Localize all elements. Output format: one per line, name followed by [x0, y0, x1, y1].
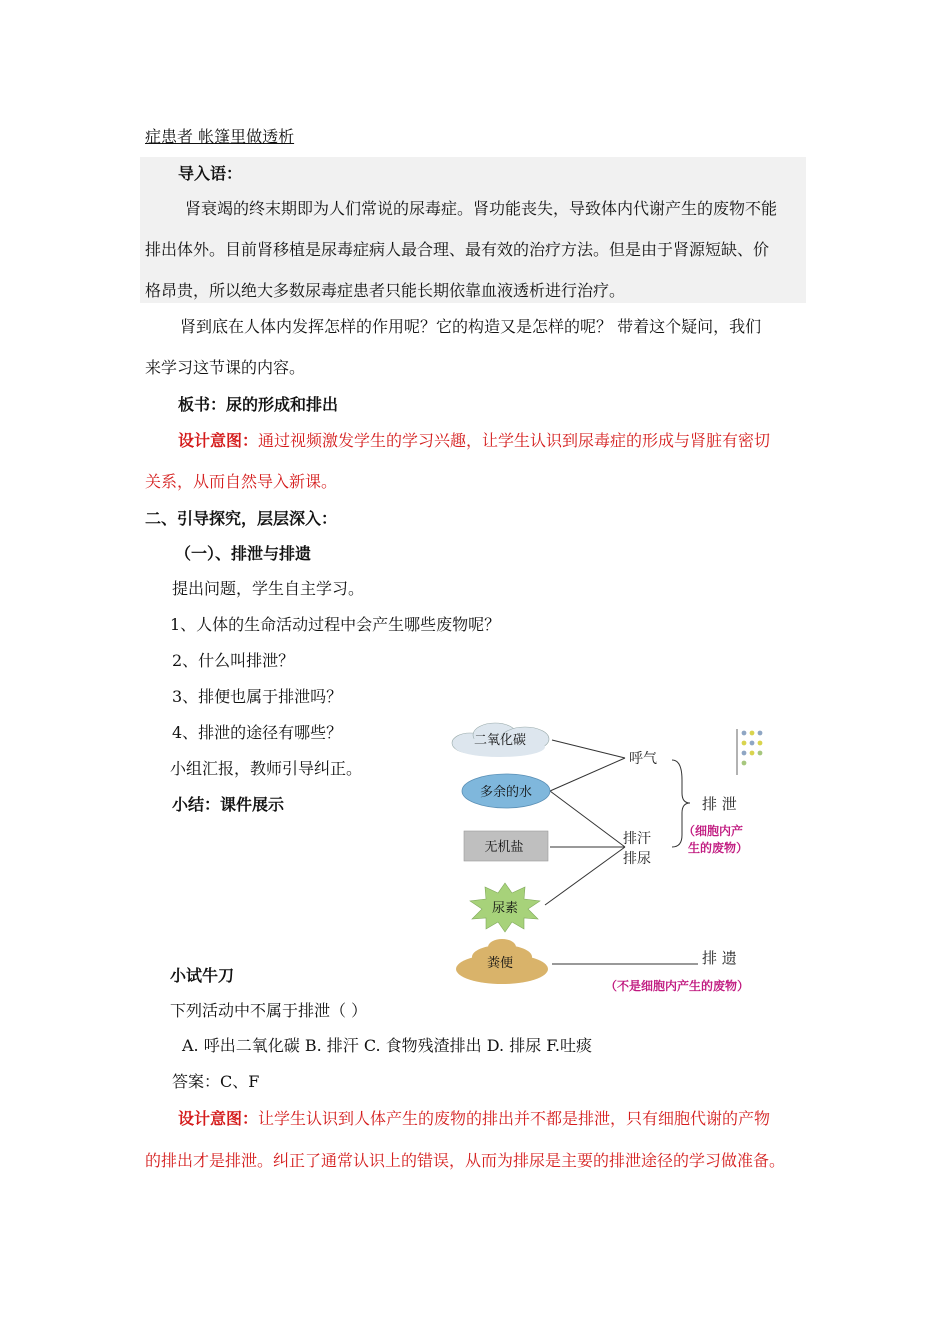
intro-line-1: 肾衰竭的终末期即为人们常说的尿毒症。肾功能丧失，导致体内代谢产生的废物不能 [185, 199, 778, 218]
exercise-options: A. 呼出二氧化碳 B. 排汗 C. 食物残渣排出 D. 排尿 F.吐痰 [182, 1036, 592, 1055]
feces-node [456, 939, 548, 984]
exercise-title: 小试牛刀 [170, 966, 235, 985]
urea-node [470, 883, 540, 932]
carbon-dioxide-label: 二氧化碳 [473, 733, 527, 748]
feces-label: 粪便 [486, 956, 514, 971]
salt-label: 无机盐 [484, 840, 524, 855]
design-intent-1 [178, 430, 770, 452]
excretion-note-2: 生的废物） [688, 841, 749, 855]
intro-line-2: 排出体外。目前肾移植是尿毒症病人最合理、最有效的治疗方法。但是由于肾源短缺、价 [145, 240, 770, 259]
question-item: 4、排泄的途径有哪些？ [172, 723, 343, 742]
water-node [462, 774, 550, 808]
question-item: 2、什么叫排泄？ [172, 651, 295, 670]
excretion-label: 排 泄 [702, 795, 737, 813]
intro-line-3: 格昂贵，所以绝大多数尿毒症患者只能长期依靠血液透析进行治疗。 [145, 281, 626, 300]
design-intent-label: 设计意图： [178, 431, 259, 450]
design-intent-text: 通过视频激发学生的学习兴趣，让学生认识到尿毒症的形成与肾脏有密切 [258, 431, 771, 450]
question-line-2: 来学习这节课的内容。 [145, 358, 306, 377]
design-intent-2 [178, 1108, 770, 1130]
subsection-1-heading: （一）、排泄与排遗 [175, 544, 312, 563]
board-title: 板书：尿的形成和排出 [178, 395, 339, 414]
route-exhale: 呼气 [629, 751, 657, 767]
question-line-1: 肾到底在人体内发挥怎样的作用呢？它的构造又是怎样的呢？ 带着这个疑问，我们 [180, 317, 762, 336]
egestion-note: （不是细胞内产生的废物） [605, 979, 750, 993]
egestion-label: 排 遗 [702, 949, 737, 967]
carbon-dioxide-node [452, 723, 549, 757]
water-label: 多余的水 [479, 785, 533, 800]
question-item: 1、人体的生命活动过程中会产生哪些废物呢？ [170, 615, 501, 634]
urea-label: 尿素 [491, 901, 519, 916]
exercise-question: 下列活动中不属于排泄（ ） [170, 1001, 368, 1020]
prompt-text: 提出问题，学生自主学习。 [172, 579, 365, 598]
design-intent-2-line-2: 的排出才是排泄。纠正了通常认识上的错误，从而为排尿是主要的排泄途径的学习做准备。 [145, 1151, 786, 1170]
connector-lines [545, 740, 698, 964]
excretion-diagram [440, 715, 810, 1015]
report-text: 小组汇报，教师引导纠正。 [170, 759, 363, 778]
route-sweat: 排汗 [623, 831, 651, 847]
salt-node [464, 831, 548, 861]
design-intent-2-text: 让学生认识到人体产生的废物的排出并不都是排泄，只有细胞代谢的产物 [258, 1109, 771, 1128]
dot-pattern-icon [737, 729, 762, 775]
header-line: 症患者 帐篷里做透析 [145, 127, 295, 146]
design-intent-1-line-2: 关系，从而自然导入新课。 [145, 472, 338, 491]
section-2-heading: 二、引导探究，层层深入： [145, 509, 338, 528]
exercise-answer: 答案：C、F [172, 1072, 260, 1091]
route-urinate: 排尿 [623, 851, 651, 867]
design-intent-2-label: 设计意图： [178, 1109, 259, 1128]
summary-title: 小结：课件展示 [172, 795, 285, 814]
question-item: 3、排便也属于排泄吗？ [172, 687, 343, 706]
intro-title: 导入语： [178, 164, 243, 183]
excretion-note-1: （细胞内产 [683, 824, 744, 838]
